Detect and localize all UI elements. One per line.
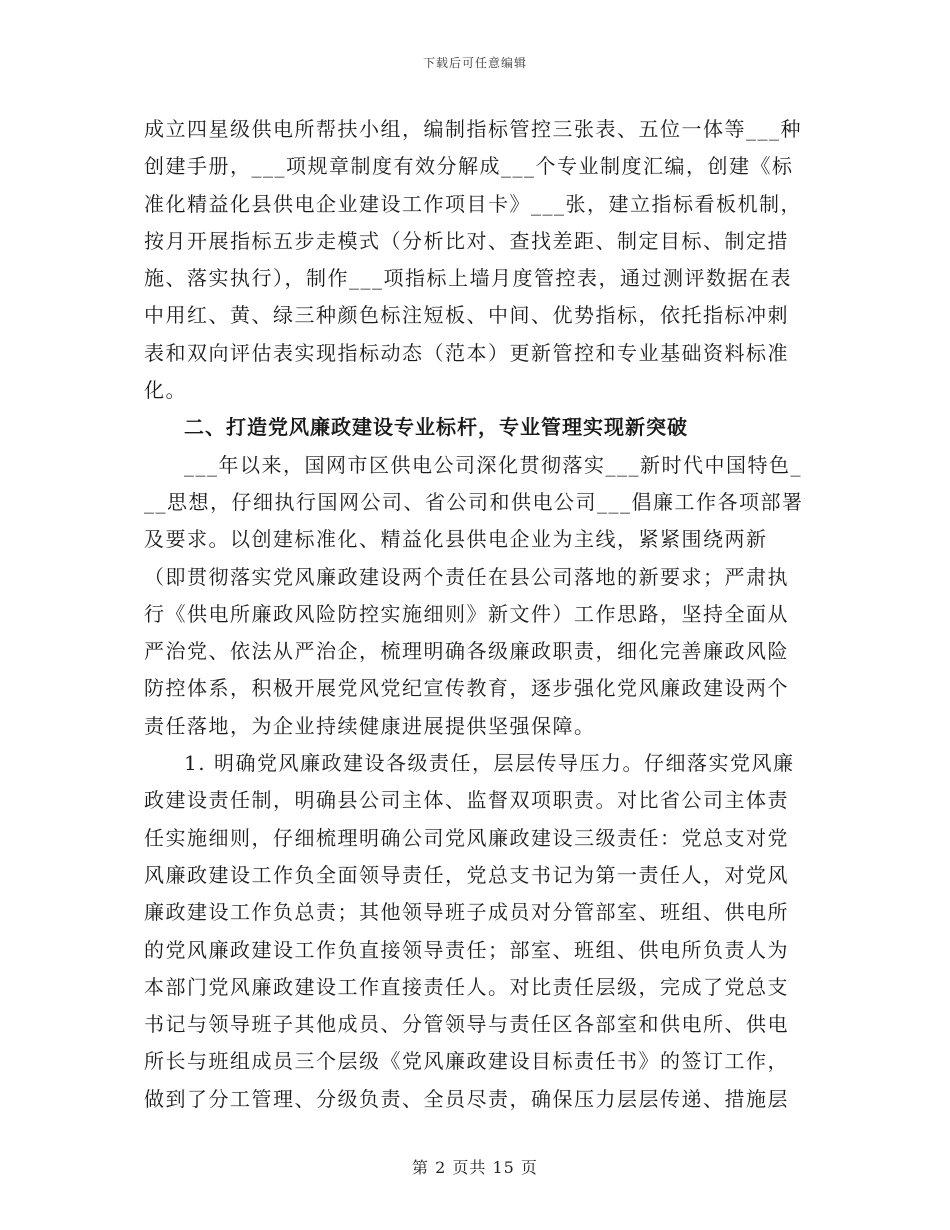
text-line: 严治党、依法从严治企，梳理明确各级廉政职责，细化完善廉政风险 xyxy=(144,639,789,664)
document-body xyxy=(144,111,804,1118)
text-line: 中用红、黄、绿三种颜色标注短板、中间、优势指标，依托指标冲刺 xyxy=(144,303,789,328)
text-line: 本部门党风廉政建设工作直接责任人。对比责任层级，完成了党总支 xyxy=(144,974,789,999)
text-line: 表和双向评估表实现指标动态（范本）更新管控和专业基础资料标准 xyxy=(144,340,789,365)
text-line: 责任落地，为企业持续健康进展提供坚强保障。 xyxy=(144,713,596,738)
text-line: 化。 xyxy=(144,378,187,403)
section-heading: 二、打造党风廉政建设专业标杆，专业管理实现新突破 xyxy=(184,415,688,440)
text-line: （即贯彻落实党风廉政建设两个责任在县公司落地的新要求；严肃执 xyxy=(144,564,789,589)
page-number-footer: 第 2 页共 15 页 xyxy=(412,1158,538,1177)
text-line: 准化精益化县供电企业建设工作项目卡》___张，建立指标看板机制， xyxy=(144,191,802,216)
text-line: 防控体系，积极开展党风党纪宣传教育，逐步强化党风廉政建设两个 xyxy=(144,676,789,701)
text-line: 廉政建设工作负总责；其他领导班子成员对分管部室、班组、供电所 xyxy=(144,900,789,925)
text-line: 施、落实执行），制作___项指标上墙月度管控表，通过测评数据在表 xyxy=(144,266,792,291)
page-header-note: 下载后可任意编辑 xyxy=(422,56,527,70)
text-line: 任实施细则，仔细梳理明确公司党风廉政建设三级责任：党总支对党 xyxy=(144,825,789,850)
text-line: 成立四星级供电所帮扶小组，编制指标管控三张表、五位一体等___种 xyxy=(144,117,802,141)
text-line: 1. 明确党风廉政建设各级责任，层层传导压力。仔细落实党风廉 xyxy=(184,751,795,776)
text-line: 按月开展指标五步走模式（分析比对、查找差距、制定目标、制定措 xyxy=(144,228,789,253)
text-line: 的党风廉政建设工作负直接领导责任；部室、班组、供电所负责人为 xyxy=(144,937,789,962)
text-line: 行《供电所廉政风险防控实施细则》新文件）工作思路，坚持全面从 xyxy=(144,601,789,626)
text-line: 创建手册，___项规章制度有效分解成___个专业制度汇编，创建《标 xyxy=(144,154,794,179)
text-line: __思想，仔细执行国网公司、省公司和供电公司___倡廉工作各项部署 xyxy=(144,489,804,514)
text-line: 书记与领导班子其他成员、分管领导与责任区各部室和供电所、供电 xyxy=(144,1012,789,1037)
text-line: 所长与班组成员三个层级《党风廉政建设目标责任书》的签订工作， xyxy=(144,1049,789,1074)
text-line: 政建设责任制，明确县公司主体、监督双项职责。对比省公司主体责 xyxy=(144,788,789,813)
text-line: 及要求。以创建标准化、精益化县供电企业为主线，紧紧围绕两新 xyxy=(144,527,768,552)
text-line: 做到了分工管理、分级负责、全员尽责，确保压力层层传递、措施层 xyxy=(144,1086,789,1111)
text-line: ___年以来，国网市区供电公司深化贯彻落实___新时代中国特色_ xyxy=(184,452,802,477)
text-line: 风廉政建设工作负全面领导责任，党总支书记为第一责任人，对党风 xyxy=(144,862,789,887)
